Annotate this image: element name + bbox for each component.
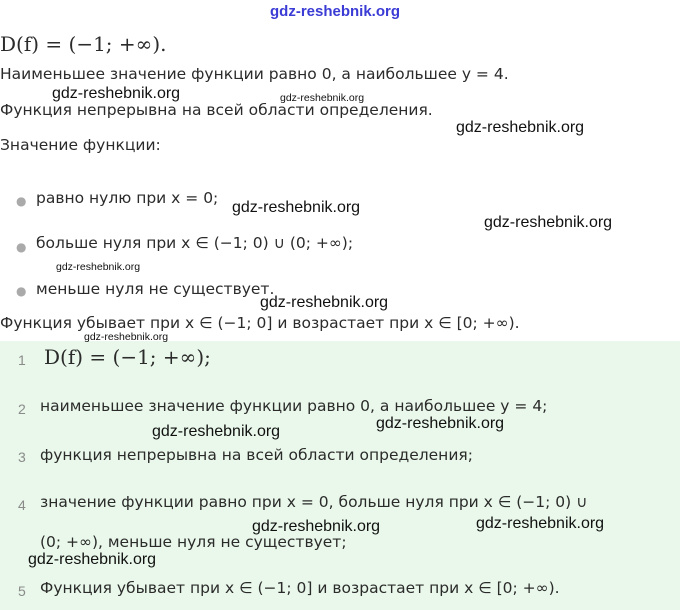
answer-line-1: D(f) = (−1; +∞); <box>44 345 211 369</box>
watermark: gdz-reshebnik.org <box>56 261 141 273</box>
line-number: 5 <box>18 583 26 599</box>
domain-line: D(f) = (−1; +∞). <box>0 32 167 56</box>
watermark: gdz-reshebnik.org <box>476 515 605 532</box>
watermark: gdz-reshebnik.org <box>84 331 169 343</box>
line-number: 4 <box>18 497 26 513</box>
monotonic-line: Функция убывает при x ∈ (−1; 0] и возрастает при x ∈ [0; +∞). <box>0 314 520 332</box>
watermark: gdz-reshebnik.org <box>456 119 585 136</box>
answer-line-3: функция непрерывна на всей области определения; <box>40 446 473 464</box>
bullet-item: равно нулю при x = 0; <box>36 189 219 207</box>
bullet-item: меньше нуля не существует. <box>36 280 275 298</box>
line-number: 3 <box>18 449 26 465</box>
answer-block <box>0 341 680 610</box>
bullet-dot-icon: ● <box>16 194 27 208</box>
line-number: 1 <box>18 352 26 368</box>
watermark: gdz-reshebnik.org <box>484 214 613 231</box>
answer-line-5: Функция убывает при x ∈ (−1; 0] и возрастает при x ∈ [0; +∞). <box>40 579 560 597</box>
watermark: gdz-reshebnik.org <box>376 415 505 432</box>
line-number: 2 <box>18 401 26 417</box>
watermark: gdz-reshebnik.org <box>52 85 181 102</box>
watermark: gdz-reshebnik.org <box>232 199 361 216</box>
watermark: gdz-reshebnik.org <box>152 423 281 440</box>
answer-line-4a: значение функции равно при x = 0, больше нуля при x ∈ (−1; 0) ∪ <box>40 493 588 511</box>
watermark: gdz-reshebnik.org <box>28 551 157 568</box>
watermark-top: gdz-reshebnik.org <box>270 3 401 20</box>
watermark: gdz-reshebnik.org <box>260 294 389 311</box>
values-heading: Значение функции: <box>0 136 161 154</box>
continuity-line: Функция непрерывна на всей области определения. <box>0 101 433 119</box>
answer-line-4b: (0; +∞), меньше нуля не существует; <box>40 533 347 551</box>
watermark: gdz-reshebnik.org <box>252 518 381 535</box>
answer-line-2: наименьшее значение функции равно 0, а наибольшее y = 4; <box>40 397 548 415</box>
bullet-dot-icon: ● <box>16 240 27 254</box>
bullet-item: больше нуля при x ∈ (−1; 0) ∪ (0; +∞); <box>36 234 354 252</box>
minmax-line: Наименьшее значение функции равно 0, а наибольшее y = 4. <box>0 65 509 83</box>
watermark: gdz-reshebnik.org <box>280 92 365 104</box>
bullet-dot-icon: ● <box>16 284 27 298</box>
